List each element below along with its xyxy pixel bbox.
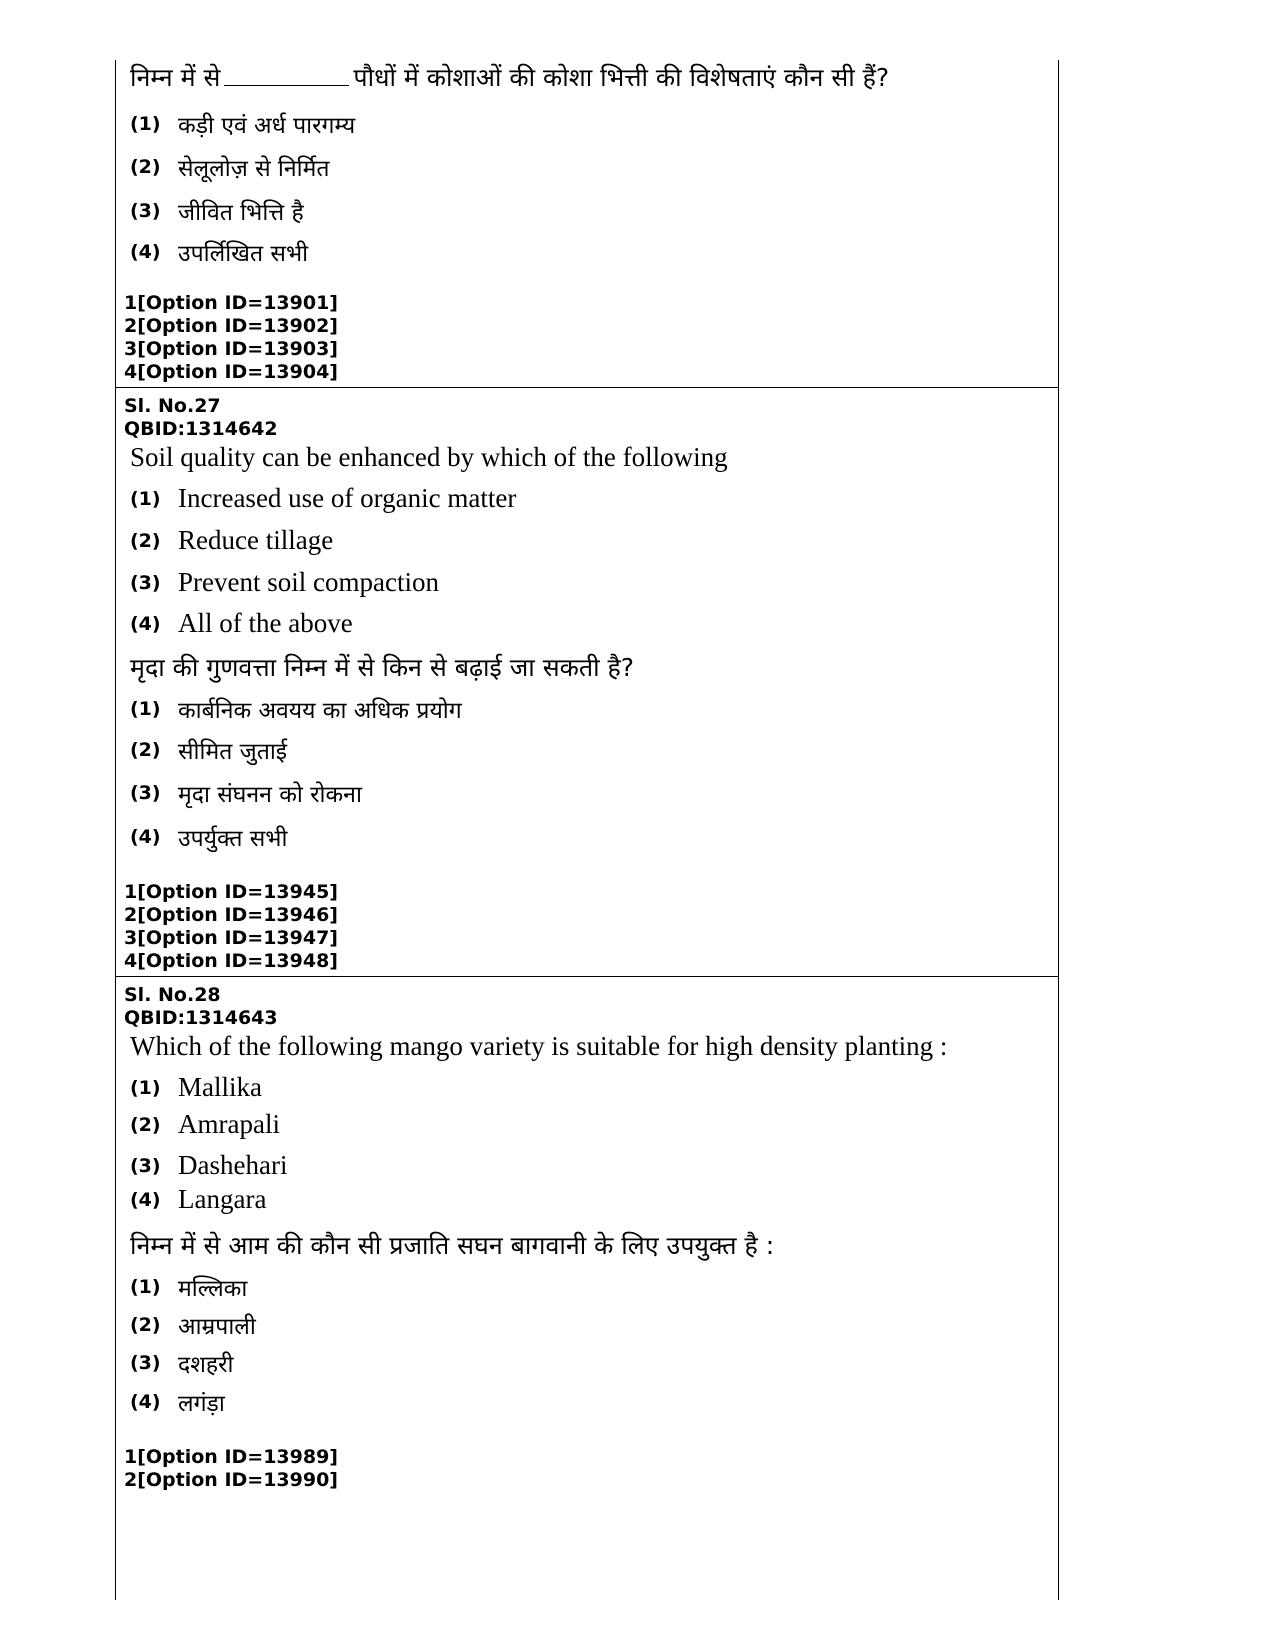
row-divider [116, 387, 1058, 388]
option-number: (1) [130, 1076, 161, 1099]
option-text: Mallika [178, 1072, 262, 1102]
option-number: (3) [130, 782, 161, 804]
option-id: 1[Option ID=13945] [124, 881, 338, 903]
option-number: (2) [130, 1314, 161, 1336]
option-id: 2[Option ID=13902] [124, 315, 338, 337]
option-id: 4[Option ID=13904] [124, 361, 338, 383]
option-number: (3) [130, 1154, 161, 1177]
option-text: कड़ी एवं अर्ध पारगम्य [178, 113, 356, 139]
q26-question-before: निम्न में से [130, 63, 221, 92]
q28-hi-option-3 [130, 1347, 233, 1379]
option-text: आम्रपाली [178, 1314, 256, 1340]
option-id: 1[Option ID=13989] [124, 1446, 338, 1468]
q28-question-hindi: निम्न में से आम की कौन सी प्रजाति सघन बागवानी के लिए उपयुक्त है : [130, 1231, 775, 1260]
option-text: मृदा संघनन को रोकना [178, 782, 362, 808]
option-number: (1) [130, 698, 161, 720]
q27-header [124, 395, 278, 441]
q27-hi-option-2 [130, 734, 287, 766]
option-number: (3) [130, 1352, 161, 1374]
option-number: (4) [130, 612, 161, 635]
q27-en-option-1 [130, 483, 516, 514]
row-divider [116, 976, 1058, 977]
q27-en-option-4 [130, 608, 353, 639]
option-text: Dashehari [178, 1150, 288, 1180]
option-number: (4) [130, 1391, 161, 1413]
option-text: Increased use of organic matter [178, 483, 517, 513]
option-text: जीवित भित्ति है [178, 200, 304, 226]
q27-question-english: Soil quality can be enhanced by which of the following [130, 442, 728, 472]
serial-number: Sl. No.27 [124, 395, 221, 417]
q28-hi-option-1 [130, 1271, 247, 1303]
q28-hi-option-4 [130, 1386, 225, 1418]
option-text: उपर्लिखित सभी [178, 241, 309, 267]
q28-question-english: Which of the following mango variety is suitable for high density planting : [130, 1031, 948, 1061]
option-id: 2[Option ID=13990] [124, 1469, 338, 1491]
q26-blank [224, 65, 349, 86]
option-text: सीमित जुताई [178, 739, 288, 765]
option-number: (2) [130, 1113, 161, 1136]
option-text: दशहरी [178, 1352, 234, 1378]
option-id: 4[Option ID=13948] [124, 950, 338, 972]
q26-option-ids [124, 292, 338, 384]
q28-en-option-3 [130, 1150, 287, 1181]
serial-number: Sl. No.28 [124, 984, 221, 1006]
option-text: Prevent soil compaction [178, 567, 439, 597]
q28-header [124, 984, 278, 1030]
option-text: सेलूलोज़ से निर्मित [178, 156, 330, 182]
q26-question-hindi [130, 60, 889, 94]
option-number: (2) [130, 156, 161, 178]
option-number: (1) [130, 487, 161, 510]
q26-option-1 [130, 108, 355, 140]
qbid: QBID:1314642 [124, 418, 278, 440]
option-text: कार्बनिक अवयय का अधिक प्रयोग [178, 698, 462, 724]
q28-option-ids [124, 1446, 338, 1492]
q27-hi-option-3 [130, 777, 362, 809]
option-id: 3[Option ID=13903] [124, 338, 338, 360]
option-number: (3) [130, 200, 161, 222]
q27-en-option-3 [130, 567, 439, 598]
option-text: Langara [178, 1184, 267, 1214]
qbid: QBID:1314643 [124, 1007, 278, 1029]
q28-en-option-1 [130, 1072, 262, 1103]
option-number: (3) [130, 571, 161, 594]
option-number: (4) [130, 826, 161, 848]
option-text: उपर्युक्त सभी [178, 826, 288, 852]
q28-en-option-2 [130, 1109, 280, 1140]
q27-question-hindi: मृदा की गुणवत्ता निम्न में से किन से बढ़ाई जा सकती है? [130, 653, 635, 682]
option-text: Amrapali [178, 1109, 280, 1139]
option-text: मल्लिका [178, 1276, 248, 1302]
q28-en-option-4 [130, 1184, 266, 1215]
q27-hi-option-1 [130, 693, 462, 725]
q27-en-option-2 [130, 525, 333, 556]
option-number: (4) [130, 241, 161, 263]
option-text: Reduce tillage [178, 525, 334, 555]
option-number: (2) [130, 739, 161, 761]
option-number: (1) [130, 113, 161, 135]
option-text: All of the above [178, 608, 353, 638]
option-number: (2) [130, 529, 161, 552]
q28-hi-option-2 [130, 1309, 256, 1341]
q26-question-after: पौधों में कोशाओं की कोशा भित्ती की विशेषताएं कौन सी हैं? [353, 63, 890, 92]
option-id: 1[Option ID=13901] [124, 292, 338, 314]
q27-hi-option-4 [130, 821, 287, 853]
q26-option-3 [130, 195, 304, 227]
q27-option-ids [124, 881, 338, 973]
option-id: 3[Option ID=13947] [124, 927, 338, 949]
option-number: (1) [130, 1276, 161, 1298]
question-frame [115, 60, 1059, 1600]
option-number: (4) [130, 1188, 161, 1211]
option-text: लगंड़ा [178, 1391, 225, 1417]
q26-option-2 [130, 151, 329, 183]
q26-option-4 [130, 236, 308, 268]
option-id: 2[Option ID=13946] [124, 904, 338, 926]
